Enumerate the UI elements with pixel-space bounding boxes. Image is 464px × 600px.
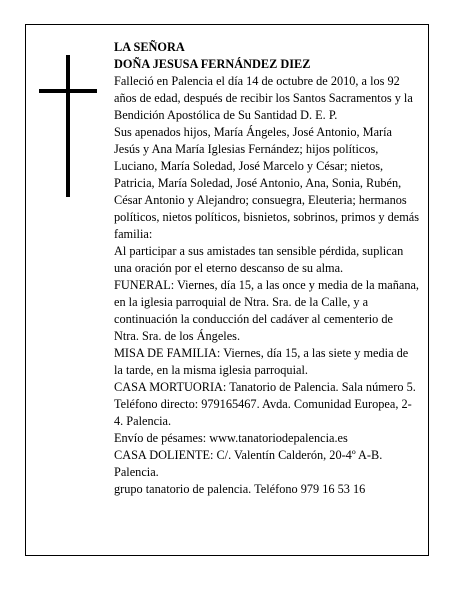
cross-vertical-bar (66, 55, 70, 197)
title-line-1: LA SEÑORA (114, 40, 185, 54)
funeral-info: FUNERAL: Viernes, día 15, a las once y media de la mañana, en la iglesia parroquial de Ntra. Sra. de la Calle, y a continuación la conducción del cadáver al cementerio de Ntra. Sra. de los Ángeles. (114, 278, 420, 343)
condolences-website: Envío de pésames: www.tanatoriodepalencia.es (114, 431, 348, 445)
funeral-home-info: CASA MORTUORIA: Tanatorio de Palencia. Sala número 5. Teléfono directo: 979165467. Avda. Comunidad Europea, 2-4. Palencia. (114, 380, 416, 428)
obituary-text (114, 39, 420, 498)
funeral-group-phone: grupo tanatorio de palencia. Teléfono 979 16 53 16 (114, 482, 366, 496)
death-announcement: Falleció en Palencia el día 14 de octubre de 2010, a los 92 años de edad, después de recibir los Santos Sacramentos y la Bendición Apostólica de Su Santidad D. E. P. (114, 74, 413, 122)
family-list: Sus apenados hijos, María Ángeles, José Antonio, María Jesús y Ana María Iglesias Fernández; hijos políticos, Luciano, María Soledad, José Marcelo y César; nietos, Patricia, María Soledad, José Antonio, Ana, Sonia, Rubén, César Antonio y Alejandro; consuegra, Eleuteria; hermanos políticos, nietos políticos, bisnietos, sobrinos, primos y demás familia: (114, 125, 420, 241)
cross-horizontal-bar (39, 89, 97, 93)
family-mass-info: MISA DE FAMILIA: Viernes, día 15, a las siete y media de la tarde, en la misma iglesia parroquial. (114, 346, 409, 377)
deceased-name: DOÑA JESUSA FERNÁNDEZ DIEZ (114, 57, 311, 71)
family-home-address: CASA DOLIENTE: C/. Valentín Calderón, 20-4º A-B. Palencia. (114, 448, 383, 479)
prayer-request: Al participar a sus amistades tan sensible pérdida, suplican una oración por el eterno descanso de su alma. (114, 244, 404, 275)
